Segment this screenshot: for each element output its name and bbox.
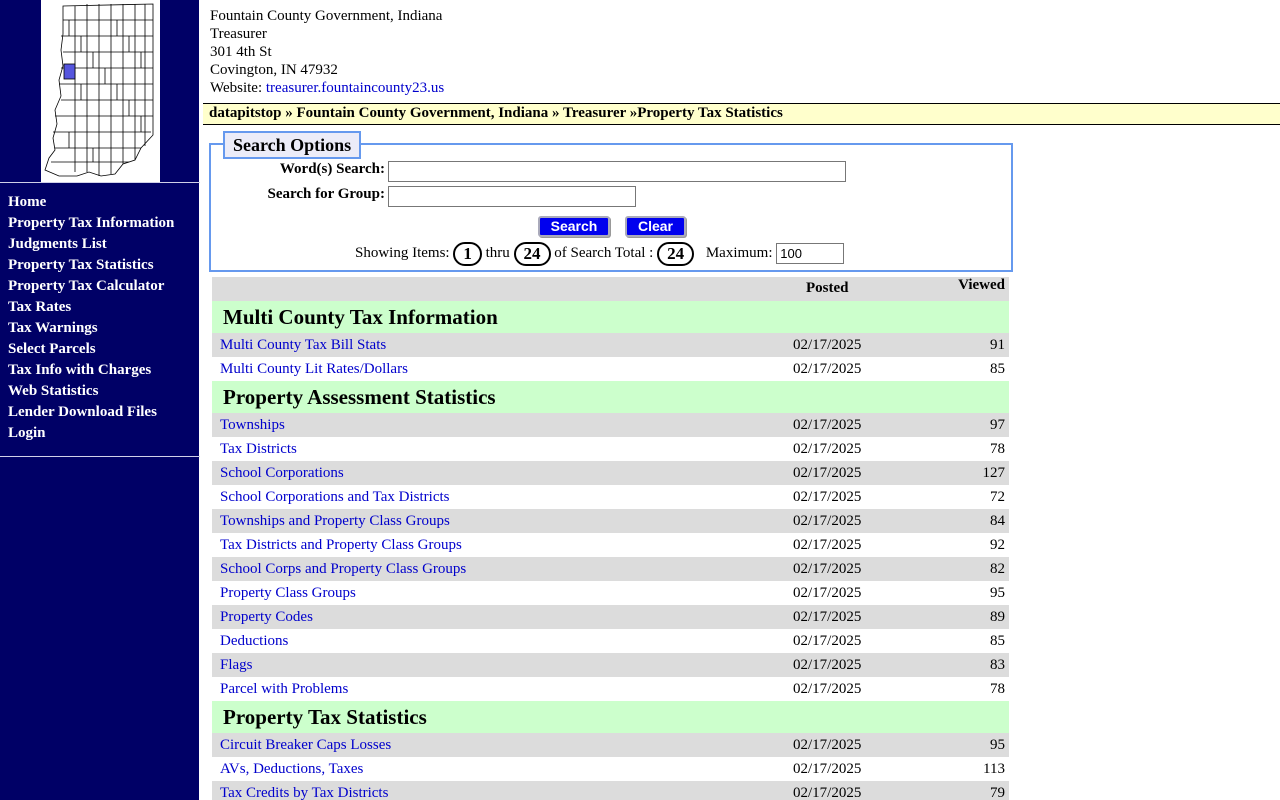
words-search-label: Word(s) Search: bbox=[279, 161, 385, 177]
website-label: Website: bbox=[210, 80, 263, 96]
city-state-zip: Covington, IN 47932 bbox=[210, 62, 338, 78]
sidebar bbox=[0, 0, 201, 800]
statistic-link[interactable]: Multi County Lit Rates/Dollars bbox=[220, 361, 408, 377]
table-row bbox=[212, 357, 1009, 381]
table-header-row bbox=[212, 277, 1009, 301]
table-row bbox=[212, 509, 1009, 533]
posted-date: 02/17/2025 bbox=[793, 513, 862, 529]
table-row bbox=[212, 485, 1009, 509]
posted-date: 02/17/2025 bbox=[793, 609, 862, 625]
view-count: 95 bbox=[990, 737, 1005, 753]
posted-date: 02/17/2025 bbox=[793, 561, 862, 577]
posted-date: 02/17/2025 bbox=[793, 761, 862, 777]
posted-column-header: Posted bbox=[806, 280, 849, 296]
table-row bbox=[212, 533, 1009, 557]
statistic-link[interactable]: Tax Districts and Property Class Groups bbox=[220, 537, 462, 553]
view-count: 83 bbox=[990, 657, 1005, 673]
table-row bbox=[212, 677, 1009, 701]
view-count: 78 bbox=[990, 681, 1005, 697]
view-count: 91 bbox=[990, 337, 1005, 353]
table-row bbox=[212, 733, 1009, 757]
table-row bbox=[212, 781, 1009, 800]
posted-date: 02/17/2025 bbox=[793, 361, 862, 377]
statistic-link[interactable]: Tax Credits by Tax Districts bbox=[220, 785, 389, 800]
group-header: Multi County Tax Information bbox=[212, 301, 1009, 333]
table-body bbox=[212, 301, 1009, 800]
statistic-link[interactable]: Property Codes bbox=[220, 609, 313, 625]
nav-tax-info-with-charges[interactable]: Tax Info with Charges bbox=[8, 362, 152, 378]
view-count: 113 bbox=[983, 761, 1005, 777]
nav-property-tax-statistics[interactable]: Property Tax Statistics bbox=[8, 257, 154, 273]
sidebar-divider-top bbox=[0, 182, 200, 183]
view-count: 127 bbox=[982, 465, 1005, 481]
agency-header bbox=[210, 7, 444, 97]
table-row bbox=[212, 413, 1009, 437]
range-end-badge: 24 bbox=[514, 242, 551, 266]
group-header: Property Assessment Statistics bbox=[212, 381, 1009, 413]
results-table bbox=[212, 277, 1009, 800]
statistic-link[interactable]: Flags bbox=[220, 657, 253, 673]
nav-home[interactable]: Home bbox=[8, 194, 47, 210]
posted-date: 02/17/2025 bbox=[793, 465, 862, 481]
posted-date: 02/17/2025 bbox=[793, 417, 862, 433]
total-label: of Search Total : bbox=[554, 245, 654, 261]
view-count: 78 bbox=[990, 441, 1005, 457]
statistic-link[interactable]: Townships and Property Class Groups bbox=[220, 513, 450, 529]
total-count-badge: 24 bbox=[657, 242, 694, 266]
statistic-link[interactable]: Multi County Tax Bill Stats bbox=[220, 337, 387, 353]
indiana-county-map bbox=[41, 0, 160, 182]
words-search-input[interactable] bbox=[388, 161, 846, 182]
statistic-link[interactable]: Deductions bbox=[220, 633, 289, 649]
department-name: Treasurer bbox=[210, 26, 267, 42]
view-count: 72 bbox=[990, 489, 1005, 505]
statistic-link[interactable]: School Corporations and Tax Districts bbox=[220, 489, 450, 505]
maximum-input[interactable] bbox=[776, 243, 844, 264]
search-button[interactable]: Search bbox=[538, 216, 610, 237]
view-count: 84 bbox=[990, 513, 1005, 529]
table-row bbox=[212, 757, 1009, 781]
statistic-link[interactable]: Circuit Breaker Caps Losses bbox=[220, 737, 392, 753]
table-row bbox=[212, 581, 1009, 605]
indiana-map-icon bbox=[41, 0, 160, 182]
agency-name: Fountain County Government, Indiana bbox=[210, 8, 443, 24]
range-start-badge: 1 bbox=[453, 242, 482, 266]
statistic-link[interactable]: Parcel with Problems bbox=[220, 681, 349, 697]
statistic-link[interactable]: School Corps and Property Class Groups bbox=[220, 561, 467, 577]
posted-date: 02/17/2025 bbox=[793, 585, 862, 601]
view-count: 85 bbox=[990, 361, 1005, 377]
statistic-link[interactable]: Townships bbox=[220, 417, 285, 433]
thru-label: thru bbox=[485, 245, 510, 261]
view-count: 89 bbox=[990, 609, 1005, 625]
view-count: 85 bbox=[990, 633, 1005, 649]
posted-date: 02/17/2025 bbox=[793, 657, 862, 673]
nav-select-parcels[interactable]: Select Parcels bbox=[8, 341, 96, 357]
posted-date: 02/17/2025 bbox=[793, 681, 862, 697]
nav-tax-warnings[interactable]: Tax Warnings bbox=[8, 320, 98, 336]
view-count: 92 bbox=[990, 537, 1005, 553]
showing-label: Showing Items: bbox=[355, 245, 450, 261]
nav-property-tax-calculator[interactable]: Property Tax Calculator bbox=[8, 278, 165, 294]
posted-date: 02/17/2025 bbox=[793, 337, 862, 353]
search-options-legend: Search Options bbox=[223, 131, 361, 159]
view-count: 82 bbox=[990, 561, 1005, 577]
statistic-link[interactable]: AVs, Deductions, Taxes bbox=[220, 761, 364, 777]
nav-login[interactable]: Login bbox=[8, 425, 46, 441]
statistic-link[interactable]: School Corporations bbox=[220, 465, 344, 481]
table-row bbox=[212, 461, 1009, 485]
website-line bbox=[210, 79, 444, 97]
table-row bbox=[212, 557, 1009, 581]
website-link[interactable]: treasurer.fountaincounty23.us bbox=[265, 80, 445, 96]
street-address: 301 4th St bbox=[210, 44, 272, 60]
clear-button[interactable]: Clear bbox=[625, 216, 686, 237]
group-search-label: Search for Group: bbox=[267, 186, 385, 202]
table-row bbox=[212, 605, 1009, 629]
group-search-input[interactable] bbox=[388, 186, 636, 207]
table-row bbox=[212, 629, 1009, 653]
nav-tax-rates[interactable]: Tax Rates bbox=[8, 299, 72, 315]
fountain-county-highlight bbox=[64, 64, 75, 79]
nav-judgments-list[interactable]: Judgments List bbox=[8, 236, 107, 252]
table-row bbox=[212, 437, 1009, 461]
posted-date: 02/17/2025 bbox=[793, 785, 862, 800]
result-count-line bbox=[355, 241, 844, 266]
view-count: 95 bbox=[990, 585, 1005, 601]
posted-date: 02/17/2025 bbox=[793, 537, 862, 553]
nav-web-statistics[interactable]: Web Statistics bbox=[8, 383, 99, 399]
sidebar-nav bbox=[8, 192, 174, 444]
posted-date: 02/17/2025 bbox=[793, 489, 862, 505]
search-options-panel bbox=[209, 135, 1013, 272]
breadcrumb[interactable]: datapitstop » Fountain County Government, Indiana » Treasurer »Property Tax Statistics bbox=[203, 103, 1280, 125]
view-count: 97 bbox=[990, 417, 1005, 433]
nav-lender-download-files[interactable]: Lender Download Files bbox=[8, 404, 157, 420]
viewed-column-header: Viewed bbox=[958, 277, 1005, 293]
view-count: 79 bbox=[990, 785, 1005, 800]
nav-property-tax-information[interactable]: Property Tax Information bbox=[8, 215, 175, 231]
table-row bbox=[212, 333, 1009, 357]
posted-date: 02/17/2025 bbox=[793, 441, 862, 457]
statistic-link[interactable]: Property Class Groups bbox=[220, 585, 356, 601]
maximum-label: Maximum: bbox=[705, 245, 773, 261]
posted-date: 02/17/2025 bbox=[793, 737, 862, 753]
statistic-link[interactable]: Tax Districts bbox=[220, 441, 297, 457]
table-row bbox=[212, 653, 1009, 677]
posted-date: 02/17/2025 bbox=[793, 633, 862, 649]
sidebar-divider-bottom bbox=[0, 456, 200, 457]
group-header: Property Tax Statistics bbox=[212, 701, 1009, 733]
